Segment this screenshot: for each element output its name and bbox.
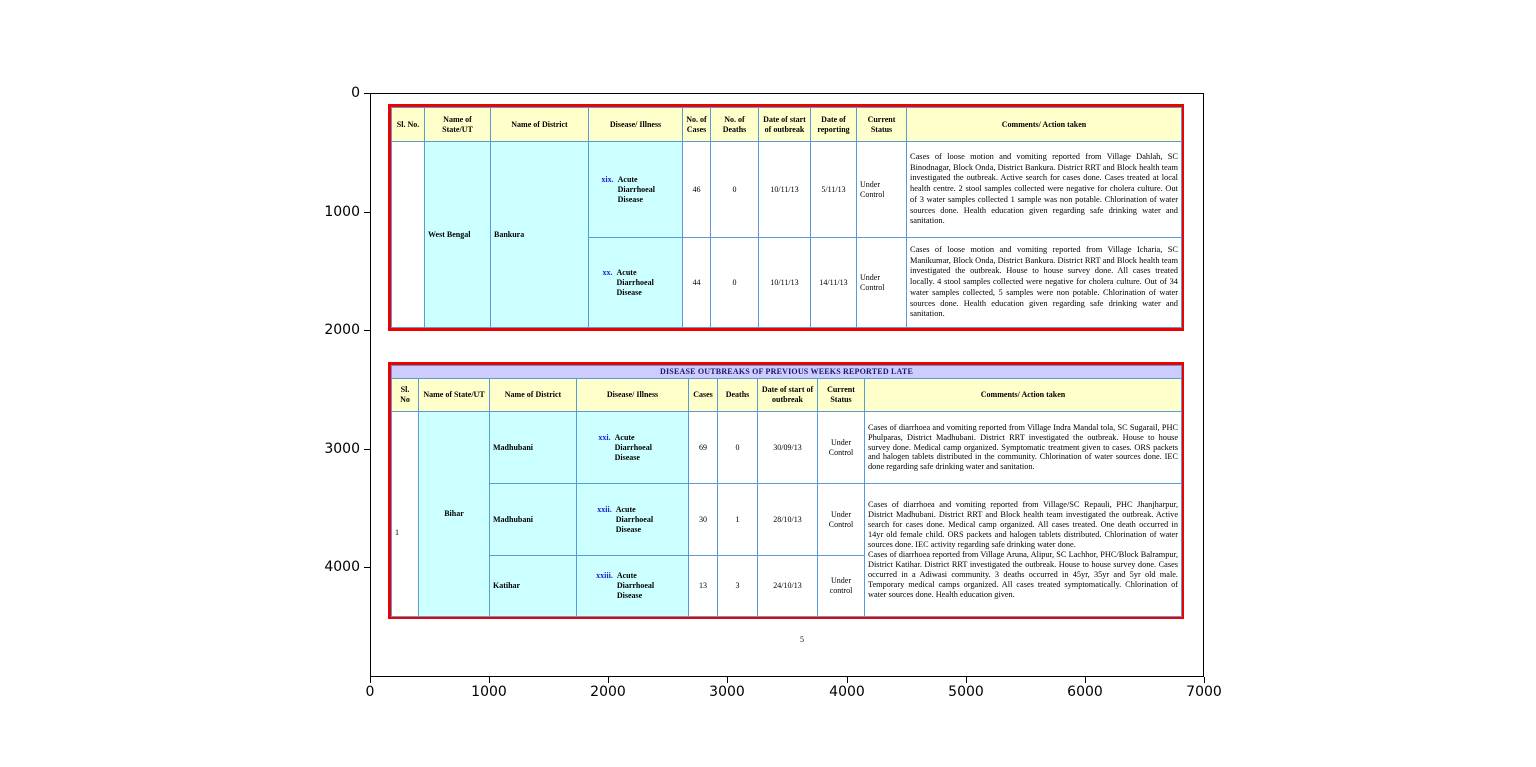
table-row bbox=[392, 484, 1182, 556]
x-tick-mark bbox=[1204, 677, 1205, 683]
comments-text: Cases of loose motion and vomiting reported from Village Icharia, SC Manikumar, Block Onda, District Bankura. District RRT and Block health team investigated the outbreak. House to house survey done. All cases treated locally. 4 stool samples collected were negative for cholera culture. Out of 34 water samples collected, 5 samples were non potable. Chlorination of water sources done. Health education given regarding safe drinking water and sanitation. bbox=[910, 244, 1178, 319]
header-district: Name of District bbox=[490, 379, 577, 412]
y-tick-mark bbox=[364, 449, 370, 450]
y-tick-label: 2000 bbox=[324, 322, 360, 338]
table-title-row bbox=[392, 366, 1182, 379]
late-reported-table-box bbox=[388, 362, 1184, 619]
cell-comments bbox=[907, 238, 1182, 328]
page-number: 5 bbox=[800, 635, 804, 644]
x-tick-label: 7000 bbox=[1186, 684, 1222, 700]
x-tick-label: 1000 bbox=[471, 684, 507, 700]
comments-text: Cases of loose motion and vomiting reported from Village Dahlah, SC Binodnagar, Block Onda, District Bankura. District RRT and Block health team investigated the outbreak. Active search for cases done. Cases treated at local health centre. 2 stool samples collected were negative for cholera culture. Out of 3 water samples collected 1 sample was non potable. Chlorination of water sources done. Health education given regarding safe drinking water and sanitation. bbox=[910, 151, 1178, 226]
y-tick-label: 4000 bbox=[324, 559, 360, 575]
x-tick-label: 5000 bbox=[948, 684, 984, 700]
disease-name: Acute Diarrhoeal Disease bbox=[614, 432, 652, 462]
cell-deaths: 0 bbox=[711, 238, 759, 328]
disease-name: Acute Diarrhoeal Disease bbox=[615, 504, 654, 534]
cell-start-date: 28/10/13 bbox=[758, 484, 818, 556]
cell-start-date: 30/09/13 bbox=[758, 412, 818, 484]
x-tick-mark bbox=[727, 677, 728, 683]
y-tick-label: 1000 bbox=[324, 204, 360, 220]
cell-district: Madhubani bbox=[490, 412, 577, 484]
serial-number: xix. bbox=[601, 174, 614, 184]
cell-reporting-date: 5/11/13 bbox=[811, 142, 857, 238]
x-tick-label: 3000 bbox=[709, 684, 745, 700]
cell-disease bbox=[577, 412, 689, 484]
y-tick-label: 3000 bbox=[324, 441, 360, 457]
y-tick-mark bbox=[364, 567, 370, 568]
disease-name: Acute Diarrhoeal Disease bbox=[616, 571, 655, 600]
table-title: DISEASE OUTBREAKS OF PREVIOUS WEEKS REPORTED LATE bbox=[392, 366, 1182, 379]
y-tick-mark bbox=[364, 93, 370, 94]
header-deaths: Deaths bbox=[718, 379, 758, 412]
x-tick-mark bbox=[489, 677, 490, 683]
cell-sl-no bbox=[392, 142, 425, 328]
cell-start-date: 10/11/13 bbox=[759, 238, 811, 328]
cell-status: Under Control bbox=[857, 238, 907, 328]
cell-cases: 30 bbox=[689, 484, 718, 556]
table-header-row bbox=[392, 108, 1182, 142]
x-tick-label: 0 bbox=[365, 684, 375, 700]
header-comments: Comments/ Action taken bbox=[907, 108, 1182, 142]
cell-sl-no: 1 bbox=[392, 412, 419, 617]
comments-text: Cases of diarrhoea and vomiting reported from Village Indra Mandal tola, SC Sugarail, PHC Phulparas, District Madhubani. District RRT investigated the outbreak. House to house survey done. Medical camp organized. Symptomatic treatment given to cases. ORS packets and halogen tablets distributed in the community. Chlorination of water sources done. IEC done regarding safe drinking water and sanitation. bbox=[868, 422, 1179, 472]
outbreak-table-box bbox=[388, 104, 1184, 331]
header-state: Name of State/UT bbox=[419, 379, 490, 412]
x-tick-label: 6000 bbox=[1067, 684, 1103, 700]
cell-cases: 69 bbox=[689, 412, 718, 484]
comments-text: Cases of diarrhoea and vomiting reported from Village/SC Repauli, PHC Jhanjharpur, District Madhubani. District RRT and Block health team investigated the outbreak. Active search for cases done. Medical camp organized. All cases treated. One death occurred in 14yr old female child. ORS packets and halogen tablets distributed. Chlorination of water sources done. IEC activity regarding safe drinking water done. bbox=[868, 500, 1179, 550]
cell-cases: 13 bbox=[689, 556, 718, 617]
header-reporting-date: Date of reporting bbox=[811, 108, 857, 142]
cell-disease bbox=[577, 556, 689, 617]
x-tick-mark bbox=[370, 677, 371, 683]
cell-district: Katihar bbox=[490, 556, 577, 617]
header-status: Current Status bbox=[857, 108, 907, 142]
cell-deaths: 0 bbox=[718, 412, 758, 484]
table-row bbox=[392, 142, 1182, 238]
serial-number: xx. bbox=[602, 267, 613, 277]
x-tick-mark bbox=[966, 677, 967, 683]
x-tick-mark bbox=[608, 677, 609, 683]
x-tick-mark bbox=[847, 677, 848, 683]
cell-disease bbox=[577, 484, 689, 556]
header-comments: Comments/ Action taken bbox=[865, 379, 1182, 412]
table-header-row bbox=[392, 379, 1182, 412]
header-district: Name of District bbox=[491, 108, 589, 142]
cell-cases: 46 bbox=[683, 142, 711, 238]
header-state: Name of State/UT bbox=[425, 108, 491, 142]
cell-deaths: 0 bbox=[711, 142, 759, 238]
header-disease: Disease/ Illness bbox=[577, 379, 689, 412]
serial-number: xxiii. bbox=[596, 571, 613, 580]
header-start-date: Date of start of outbreak bbox=[758, 379, 818, 412]
table-row bbox=[392, 412, 1182, 484]
header-start-date: Date of start of outbreak bbox=[759, 108, 811, 142]
disease-name: Acute Diarrhoeal Disease bbox=[616, 267, 654, 297]
header-sl-no: Sl. No bbox=[392, 379, 419, 412]
header-disease: Disease/ Illness bbox=[589, 108, 683, 142]
cell-state: Bihar bbox=[419, 412, 490, 617]
comments-text: Cases of diarrhoea reported from Village Aruna, Alipur, SC Lachhor, PHC/Block Balrampur, District Katihar. District RRT investigated the outbreak. House to house survey done. Cases occurred in a Adiwasi community. 3 deaths occurred in 45yr, 35yr and 5yr old male. Temporary medical camps organized. All cases treated symptomatically. Chlorination of water sources done. Health education given. bbox=[868, 550, 1179, 599]
cell-status: Under control bbox=[818, 556, 865, 617]
cell-start-date: 10/11/13 bbox=[759, 142, 811, 238]
header-deaths: No. of Deaths bbox=[711, 108, 759, 142]
cell-cases: 44 bbox=[683, 238, 711, 328]
x-tick-mark bbox=[1085, 677, 1086, 683]
header-cases: No. of Cases bbox=[683, 108, 711, 142]
cell-deaths: 3 bbox=[718, 556, 758, 617]
cell-district: Bankura bbox=[491, 142, 589, 328]
cell-state: West Bengal bbox=[425, 142, 491, 328]
cell-status: Under Control bbox=[818, 412, 865, 484]
x-tick-label: 4000 bbox=[829, 684, 865, 700]
outbreak-table bbox=[391, 107, 1182, 328]
serial-number: xxii. bbox=[597, 504, 612, 514]
cell-comments bbox=[865, 412, 1182, 484]
cell-disease bbox=[589, 142, 683, 238]
cell-comments-merged bbox=[865, 484, 1182, 617]
header-cases: Cases bbox=[689, 379, 718, 412]
serial-number: xxi. bbox=[598, 432, 611, 442]
cell-deaths: 1 bbox=[718, 484, 758, 556]
y-tick-mark bbox=[364, 212, 370, 213]
cell-comments bbox=[907, 142, 1182, 238]
cell-status: Under Control bbox=[818, 484, 865, 556]
cell-reporting-date: 14/11/13 bbox=[811, 238, 857, 328]
cell-start-date: 24/10/13 bbox=[758, 556, 818, 617]
header-status: Current Status bbox=[818, 379, 865, 412]
y-tick-label: 0 bbox=[351, 85, 360, 101]
cell-district: Madhubani bbox=[490, 484, 577, 556]
x-tick-label: 2000 bbox=[590, 684, 626, 700]
disease-name: Acute Diarrhoeal Disease bbox=[617, 174, 655, 204]
late-reported-table bbox=[391, 365, 1182, 617]
cell-status: Under Control bbox=[857, 142, 907, 238]
y-tick-mark bbox=[364, 330, 370, 331]
cell-disease bbox=[589, 238, 683, 328]
header-sl-no: Sl. No. bbox=[392, 108, 425, 142]
